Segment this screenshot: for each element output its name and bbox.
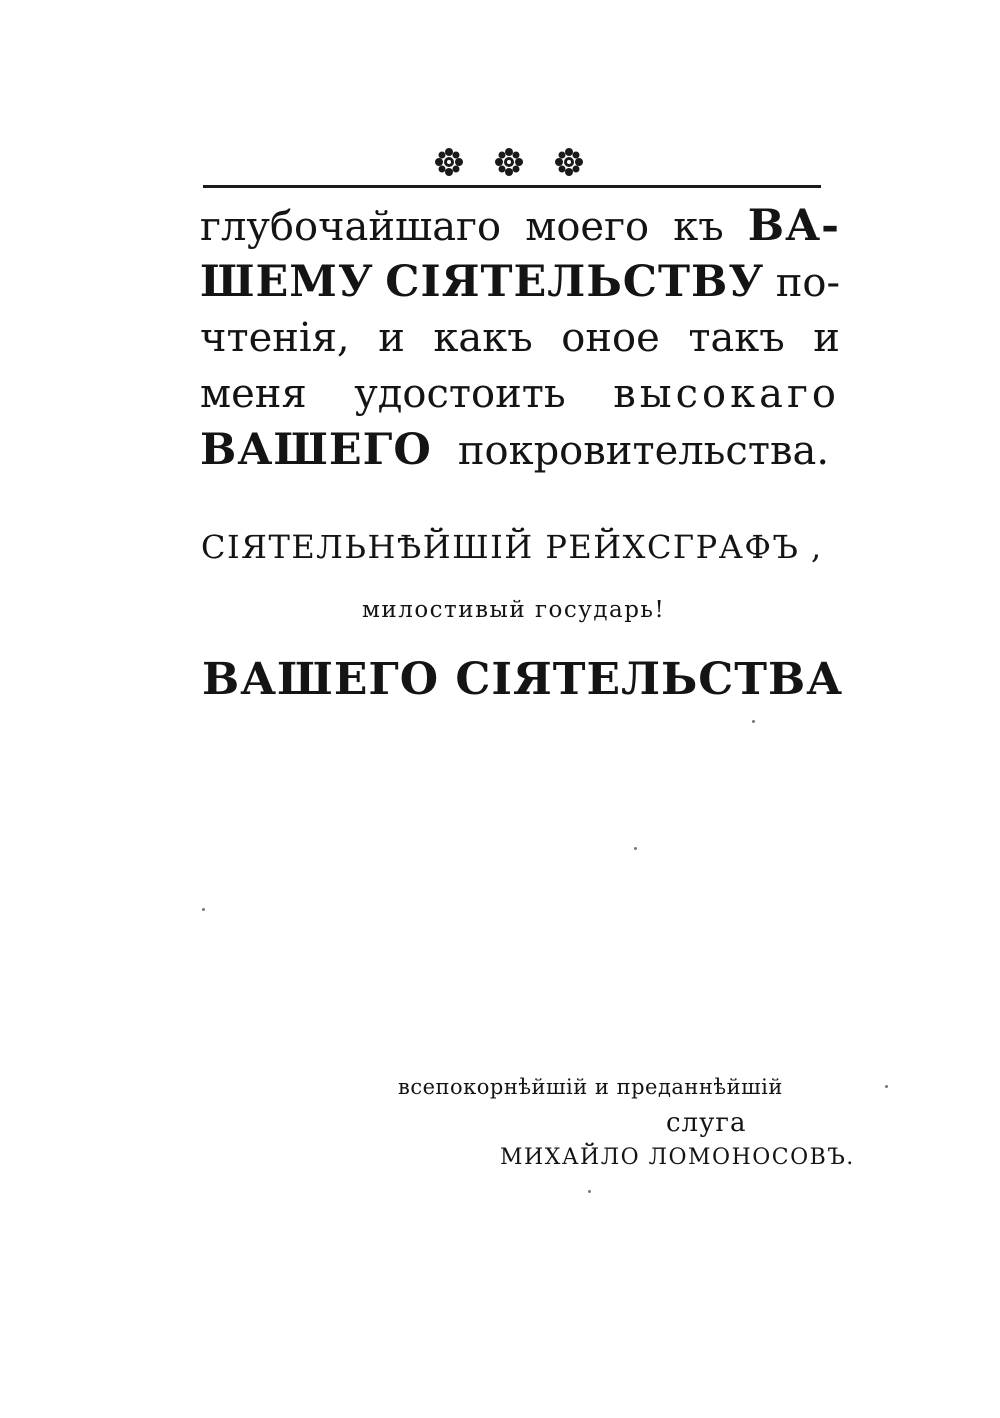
word: оное — [561, 315, 660, 361]
print-speck — [202, 908, 205, 911]
text-line — [200, 422, 840, 478]
word: СІЯТЕЛЬСТВУ — [385, 257, 765, 307]
text-line — [200, 198, 840, 254]
closing-servant-word: слуга — [666, 1108, 747, 1138]
print-speck — [634, 847, 637, 850]
closing-humble-line: всепокорнѣйшій и преданнѣйшій — [398, 1075, 783, 1099]
word: моего — [525, 204, 650, 250]
text-line — [200, 310, 840, 366]
word: такъ — [688, 315, 785, 361]
word: удостоить — [354, 371, 566, 417]
word: ВАШЕГО — [200, 425, 432, 475]
rosette-ornament-icon — [494, 147, 524, 177]
print-speck — [752, 720, 755, 723]
address-title: СІЯТЕЛЬНѢЙШІЙ РЕЙХСГРАФЪ , — [201, 528, 823, 566]
word: чтенія, — [200, 315, 350, 361]
ornament-row — [434, 147, 584, 177]
word: меня — [200, 371, 307, 417]
text-line — [200, 254, 840, 310]
word: высокаго — [613, 371, 840, 417]
dedication-paragraph — [200, 198, 840, 478]
word: и — [813, 315, 840, 361]
rosette-ornament-icon — [434, 147, 464, 177]
word: ВА- — [747, 201, 840, 251]
rosette-ornament-icon — [554, 147, 584, 177]
print-speck — [588, 1190, 591, 1193]
word: по- — [775, 260, 840, 306]
word: какъ — [433, 315, 533, 361]
excellency-heading: ВАШЕГО СІЯТЕЛЬСТВА — [202, 654, 844, 705]
print-speck — [885, 1085, 888, 1088]
word: глубочайшаго — [200, 204, 502, 250]
word: къ — [673, 204, 724, 250]
horizontal-rule — [203, 185, 821, 188]
word: и — [378, 315, 405, 361]
author-signature: МИХАЙЛО ЛОМОНОСОВЪ. — [500, 1145, 855, 1170]
salutation: милостивый государь! — [362, 597, 666, 623]
word: ШЕМУ — [200, 257, 374, 307]
text-line — [200, 366, 840, 422]
word: покровительства. — [457, 428, 830, 474]
